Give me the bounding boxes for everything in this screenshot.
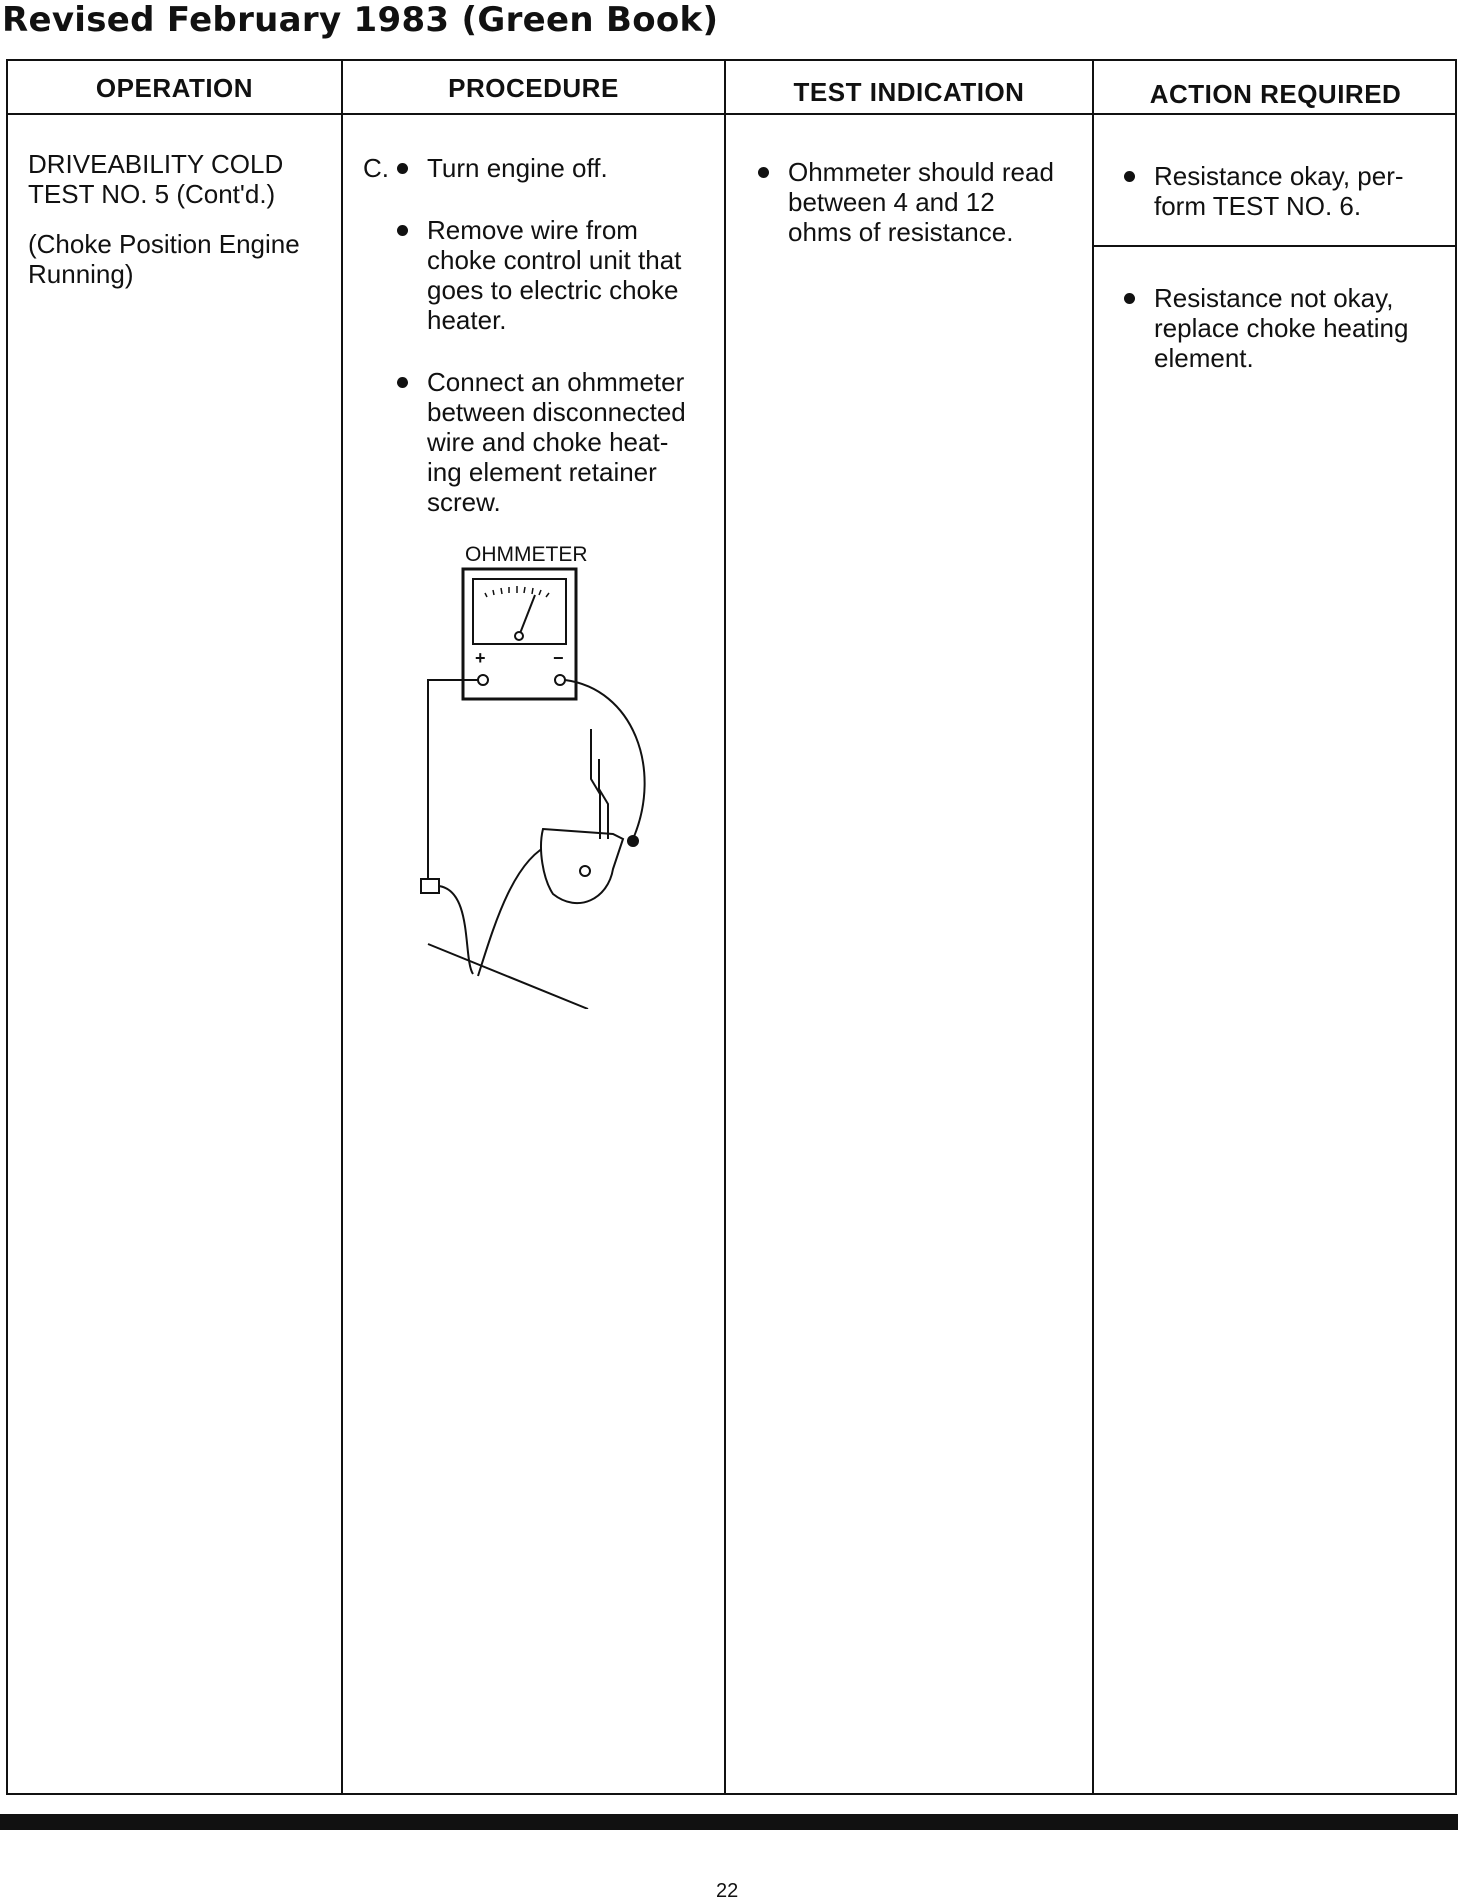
action-item (1116, 283, 1452, 373)
procedure-step (363, 153, 718, 183)
choke-wire (478, 844, 551, 976)
indication-line: Ohmmeter should read (788, 157, 1054, 187)
procedure-table (6, 59, 1457, 1795)
footer-rule (0, 1814, 1458, 1830)
step-line: choke control unit that (427, 245, 682, 275)
minus-terminal-label: − (553, 648, 564, 668)
bullet-icon (758, 167, 769, 178)
plus-terminal (478, 675, 488, 685)
test-indication-item (750, 157, 1086, 247)
operation-line: DRIVEABILITY COLD (28, 149, 284, 179)
action-ok-cell (1116, 161, 1452, 221)
header-test-indication: TEST INDICATION (793, 77, 1025, 107)
action-line: replace choke heating (1154, 313, 1409, 343)
bullet-icon (397, 163, 408, 174)
test-indication-cell (750, 157, 1086, 247)
action-line: Resistance okay, per- (1154, 161, 1404, 191)
retainer-screw (627, 835, 639, 847)
page-number: 22 (716, 1880, 739, 1902)
column-divider (341, 61, 343, 1793)
header-procedure: PROCEDURE (448, 73, 619, 103)
step-line: Remove wire from (427, 215, 638, 245)
procedure-step (363, 367, 718, 517)
bullet-icon (1124, 171, 1135, 182)
step-line: screw. (427, 487, 501, 517)
step-line: Connect an ohmmeter (427, 367, 685, 397)
action-line: element. (1154, 343, 1254, 373)
bullet-icon (1124, 293, 1135, 304)
bullet-icon (397, 225, 408, 236)
step-line: goes to electric choke (427, 275, 679, 305)
action-not-ok-cell (1116, 283, 1452, 373)
wire-connector (421, 879, 439, 893)
minus-terminal (555, 675, 565, 685)
step-label: C. (363, 153, 389, 183)
column-divider (724, 61, 726, 1793)
operation-line: (Choke Position Engine (28, 229, 300, 259)
action-row-divider (1094, 245, 1457, 247)
column-divider (1092, 61, 1094, 1793)
ohmmeter-label: OHMMETER (465, 543, 588, 566)
action-item (1116, 161, 1452, 221)
positive-lead (428, 680, 478, 884)
carburetor-edge (428, 944, 588, 1009)
housing-hole (580, 866, 590, 876)
header-operation: OPERATION (95, 73, 254, 103)
plus-terminal-label: + (475, 648, 486, 668)
operation-line: Running) (28, 259, 134, 289)
header-divider (8, 113, 1457, 115)
procedure-step (363, 215, 718, 335)
bullet-icon (397, 377, 408, 388)
step-line: wire and choke heat- (427, 427, 669, 457)
indication-line: between 4 and 12 (788, 187, 995, 217)
action-line: form TEST NO. 6. (1154, 191, 1362, 221)
negative-lead (565, 680, 645, 839)
operation-cell (28, 149, 333, 289)
operation-line: TEST NO. 5 (Cont'd.) (28, 179, 276, 209)
step-line: Turn engine off. (427, 153, 608, 183)
step-line: between disconnected (427, 397, 686, 427)
header-action-required: ACTION REQUIRED (1149, 79, 1402, 109)
page-title: Revised February 1983 (Green Book) (2, 0, 719, 40)
step-line: ing element retainer (427, 457, 657, 487)
procedure-cell (363, 153, 718, 517)
ohmmeter-diagram (403, 539, 693, 1009)
step-line: heater. (427, 305, 507, 335)
indication-line: ohms of resistance. (788, 217, 1014, 247)
action-line: Resistance not okay, (1154, 283, 1394, 313)
needle-pivot (515, 632, 523, 640)
